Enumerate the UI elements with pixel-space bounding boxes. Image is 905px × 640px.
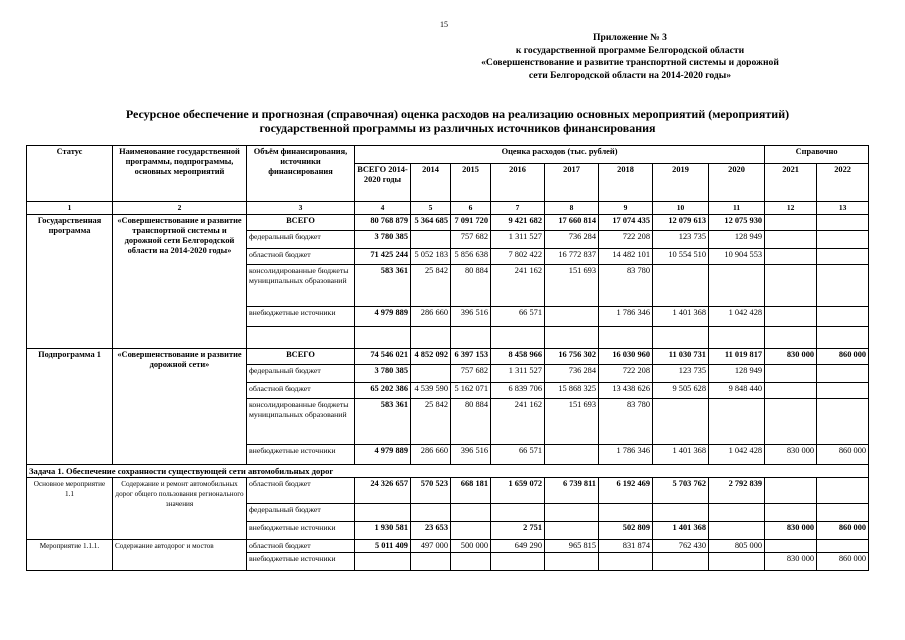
column-number: 1 [27, 202, 113, 215]
year-value: 830 000 [765, 553, 817, 571]
appendix-line-4: сети Белгородской области на 2014-2020 годы» [528, 69, 732, 81]
measure-1-1-section [27, 478, 869, 540]
year-value: 1 786 346 [599, 307, 653, 327]
year-value: 14 482 101 [599, 249, 653, 265]
year-value: 830 000 [765, 445, 817, 465]
year-value: 16 772 837 [545, 249, 599, 265]
total-value: 3 780 385 [355, 231, 411, 249]
header-reference: Справочно [765, 146, 869, 164]
year-value: 722 208 [599, 365, 653, 383]
column-number: 5 [411, 202, 451, 215]
total-value: 65 202 386 [355, 383, 411, 399]
appendix-line-2: к государственной программе Белгородской области [515, 44, 745, 56]
table-row [27, 478, 869, 504]
year-value: 860 000 [817, 553, 869, 571]
empty-cell [411, 327, 451, 349]
funding-source: областной бюджет [247, 478, 355, 504]
year-value [451, 553, 491, 571]
year-value [817, 540, 869, 553]
header-year: 2017 [545, 164, 599, 202]
row-name: Содержание и ремонт автомобильных дорог общего пользования регионального значения [113, 478, 247, 540]
program-section [27, 215, 869, 349]
year-value: 286 660 [411, 445, 451, 465]
header-year: 2018 [599, 164, 653, 202]
year-value: 1 401 368 [653, 522, 709, 540]
year-value: 1 786 346 [599, 445, 653, 465]
funding-source: консолидированные бюджеты муниципальных образований [247, 265, 355, 307]
total-value: 71 425 244 [355, 249, 411, 265]
funding-source: федеральный бюджет [247, 365, 355, 383]
year-value [817, 399, 869, 445]
year-value [765, 540, 817, 553]
page-number: 15 [440, 20, 448, 29]
year-value: 80 884 [451, 399, 491, 445]
header-source: Объём финансирования, источники финансирования [247, 146, 355, 202]
year-value [765, 383, 817, 399]
table-header [27, 146, 869, 215]
year-value: 500 000 [451, 540, 491, 553]
year-value: 123 735 [653, 231, 709, 249]
total-value [355, 553, 411, 571]
year-value [709, 265, 765, 307]
year-value: 17 660 814 [545, 215, 599, 231]
year-value: 5 162 071 [451, 383, 491, 399]
year-value: 805 000 [709, 540, 765, 553]
year-value: 151 693 [545, 265, 599, 307]
year-value: 860 000 [817, 349, 869, 365]
year-value [765, 478, 817, 504]
year-value: 151 693 [545, 399, 599, 445]
year-value [653, 399, 709, 445]
funding-source: внебюджетные источники [247, 445, 355, 465]
header-year: 2016 [491, 164, 545, 202]
column-number: 11 [709, 202, 765, 215]
column-number: 12 [765, 202, 817, 215]
year-value: 12 075 930 [709, 215, 765, 231]
year-value: 4 852 092 [411, 349, 451, 365]
empty-cell [653, 327, 709, 349]
year-value: 123 735 [653, 365, 709, 383]
year-value [599, 504, 653, 522]
header-total: ВСЕГО 2014-2020 годы [355, 164, 411, 202]
year-value: 736 284 [545, 365, 599, 383]
year-value: 860 000 [817, 445, 869, 465]
year-value: 502 809 [599, 522, 653, 540]
total-value: 74 546 021 [355, 349, 411, 365]
funding-source: внебюджетные источники [247, 522, 355, 540]
empty-cell [355, 327, 411, 349]
year-value: 66 571 [491, 445, 545, 465]
column-number: 3 [247, 202, 355, 215]
column-number: 6 [451, 202, 491, 215]
year-value [817, 383, 869, 399]
year-value: 15 868 325 [545, 383, 599, 399]
funding-source: консолидированные бюджеты муниципальных образований [247, 399, 355, 445]
year-value: 128 949 [709, 365, 765, 383]
column-number: 10 [653, 202, 709, 215]
year-value: 6 192 469 [599, 478, 653, 504]
year-value: 8 458 966 [491, 349, 545, 365]
total-value: 5 011 409 [355, 540, 411, 553]
year-value: 1 311 527 [491, 231, 545, 249]
year-value: 2 751 [491, 522, 545, 540]
funding-source: внебюджетные источники [247, 553, 355, 571]
funding-source: ВСЕГО [247, 215, 355, 231]
total-value: 1 930 581 [355, 522, 411, 540]
header-year: 2020 [709, 164, 765, 202]
year-value: 860 000 [817, 522, 869, 540]
year-value [545, 307, 599, 327]
year-value: 128 949 [709, 231, 765, 249]
empty-cell [247, 327, 355, 349]
column-number: 8 [545, 202, 599, 215]
appendix-line-1: Приложение № 3 [593, 32, 667, 43]
year-value: 241 162 [491, 399, 545, 445]
year-value [765, 307, 817, 327]
year-value: 80 884 [451, 265, 491, 307]
row-status: Государственная программа [27, 215, 113, 349]
year-value: 1 042 428 [709, 445, 765, 465]
year-value [653, 265, 709, 307]
year-value: 497 000 [411, 540, 451, 553]
empty-cell [451, 327, 491, 349]
empty-cell [599, 327, 653, 349]
year-value [491, 553, 545, 571]
document-title [40, 107, 875, 135]
year-value [765, 249, 817, 265]
year-value [411, 504, 451, 522]
year-value [545, 504, 599, 522]
year-value: 1 401 368 [653, 307, 709, 327]
year-value: 9 505 628 [653, 383, 709, 399]
year-value: 830 000 [765, 522, 817, 540]
year-value: 830 000 [765, 349, 817, 365]
header-name: Наименование государственной программы, подпрограммы, основных мероприятий [113, 146, 247, 202]
year-value: 5 703 762 [653, 478, 709, 504]
year-value [709, 399, 765, 445]
year-value: 17 074 435 [599, 215, 653, 231]
year-value: 668 181 [451, 478, 491, 504]
year-value: 1 401 368 [653, 445, 709, 465]
empty-cell [709, 327, 765, 349]
appendix-heading [400, 32, 860, 82]
row-name: Содержание автодорог и мостов [113, 540, 247, 571]
funding-source: областной бюджет [247, 383, 355, 399]
year-value [765, 365, 817, 383]
year-value: 736 284 [545, 231, 599, 249]
year-value [765, 231, 817, 249]
year-value: 16 030 960 [599, 349, 653, 365]
empty-cell [545, 327, 599, 349]
total-value: 80 768 879 [355, 215, 411, 231]
year-value [765, 215, 817, 231]
year-value: 762 430 [653, 540, 709, 553]
year-value [545, 445, 599, 465]
title-line-1: Ресурсное обеспечение и прогнозная (справочная) оценка расходов на реализацию основных мероприятий (мероприятий) [125, 107, 790, 121]
year-value: 649 290 [491, 540, 545, 553]
year-value: 23 653 [411, 522, 451, 540]
year-value [545, 553, 599, 571]
year-value [817, 307, 869, 327]
year-value: 83 780 [599, 399, 653, 445]
total-value: 3 780 385 [355, 365, 411, 383]
column-number: 7 [491, 202, 545, 215]
table-row [27, 349, 869, 365]
measure-1-1-1-section [27, 540, 869, 571]
year-value: 1 659 072 [491, 478, 545, 504]
total-value: 24 326 657 [355, 478, 411, 504]
year-value: 25 842 [411, 399, 451, 445]
header-estimate: Оценка расходов (тыс. рублей) [355, 146, 765, 164]
year-value: 16 756 302 [545, 349, 599, 365]
year-value: 5 052 183 [411, 249, 451, 265]
row-name: «Совершенствование и развитие транспортной системы и дорожной сети Белгородской области на 2014-2020 годы» [113, 215, 247, 349]
year-value: 1 042 428 [709, 307, 765, 327]
empty-cell [817, 327, 869, 349]
year-value [411, 365, 451, 383]
year-value: 83 780 [599, 265, 653, 307]
year-value [817, 249, 869, 265]
resource-table [26, 145, 869, 571]
header-year: 2022 [817, 164, 869, 202]
funding-source: федеральный бюджет [247, 504, 355, 522]
year-value: 10 554 510 [653, 249, 709, 265]
year-value: 6 397 153 [451, 349, 491, 365]
year-value [817, 478, 869, 504]
year-value: 570 523 [411, 478, 451, 504]
year-value: 1 311 527 [491, 365, 545, 383]
year-value [451, 504, 491, 522]
year-value [709, 504, 765, 522]
year-value: 7 091 720 [451, 215, 491, 231]
column-number: 9 [599, 202, 653, 215]
row-name: «Совершенствование и развитие дорожной сети» [113, 349, 247, 465]
row-status: Подпрограмма 1 [27, 349, 113, 465]
year-value: 396 516 [451, 445, 491, 465]
year-value: 10 904 553 [709, 249, 765, 265]
year-value [411, 553, 451, 571]
year-value [653, 553, 709, 571]
year-value [411, 231, 451, 249]
subprogram-section [27, 349, 869, 465]
row-status: Мероприятие 1.1.1. [27, 540, 113, 571]
year-value [817, 365, 869, 383]
year-value: 6 839 706 [491, 383, 545, 399]
year-value: 66 571 [491, 307, 545, 327]
appendix-line-3: «Совершенствование и развитие транспортной системы и дорожной [481, 57, 779, 68]
year-value: 13 438 626 [599, 383, 653, 399]
year-value [653, 504, 709, 522]
year-value: 4 539 590 [411, 383, 451, 399]
year-value [817, 215, 869, 231]
year-value [709, 522, 765, 540]
year-value: 5 856 638 [451, 249, 491, 265]
year-value [491, 504, 545, 522]
year-value: 9 848 440 [709, 383, 765, 399]
year-value: 7 802 422 [491, 249, 545, 265]
total-value: 4 979 889 [355, 307, 411, 327]
year-value: 965 815 [545, 540, 599, 553]
year-value [545, 522, 599, 540]
column-number: 13 [817, 202, 869, 215]
funding-source: внебюджетные источники [247, 307, 355, 327]
header-year: 2019 [653, 164, 709, 202]
year-value: 11 019 817 [709, 349, 765, 365]
total-value: 4 979 889 [355, 445, 411, 465]
header-year: 2015 [451, 164, 491, 202]
year-value: 241 162 [491, 265, 545, 307]
year-value [817, 504, 869, 522]
column-number: 2 [113, 202, 247, 215]
funding-source: областной бюджет [247, 540, 355, 553]
header-year: 2014 [411, 164, 451, 202]
task-section [27, 465, 869, 478]
funding-source: ВСЕГО [247, 349, 355, 365]
year-value [817, 231, 869, 249]
column-number: 4 [355, 202, 411, 215]
task-1-heading: Задача 1. Обеспечение сохранности существующей сети автомобильных дорог [27, 465, 869, 478]
year-value: 25 842 [411, 265, 451, 307]
year-value: 286 660 [411, 307, 451, 327]
table-row [27, 215, 869, 231]
year-value [765, 265, 817, 307]
year-value: 6 739 811 [545, 478, 599, 504]
year-value: 11 030 731 [653, 349, 709, 365]
title-line-2: государственной программы из различных источников финансирования [259, 121, 656, 135]
funding-source: областной бюджет [247, 249, 355, 265]
year-value [817, 265, 869, 307]
year-value [765, 399, 817, 445]
year-value: 2 792 839 [709, 478, 765, 504]
year-value [451, 522, 491, 540]
year-value: 396 516 [451, 307, 491, 327]
total-value [355, 504, 411, 522]
total-value: 583 361 [355, 265, 411, 307]
table-row [27, 540, 869, 553]
header-status: Статус [27, 146, 113, 202]
year-value: 5 364 685 [411, 215, 451, 231]
year-value: 831 874 [599, 540, 653, 553]
year-value: 757 682 [451, 231, 491, 249]
year-value: 757 682 [451, 365, 491, 383]
year-value: 722 208 [599, 231, 653, 249]
year-value [599, 553, 653, 571]
year-value [765, 504, 817, 522]
year-value: 12 079 613 [653, 215, 709, 231]
year-value [709, 553, 765, 571]
empty-cell [491, 327, 545, 349]
empty-cell [765, 327, 817, 349]
total-value: 583 361 [355, 399, 411, 445]
header-year: 2021 [765, 164, 817, 202]
funding-source: федеральный бюджет [247, 231, 355, 249]
year-value: 9 421 682 [491, 215, 545, 231]
column-numbers-row [27, 202, 869, 215]
row-status: Основное мероприятие 1.1 [27, 478, 113, 540]
